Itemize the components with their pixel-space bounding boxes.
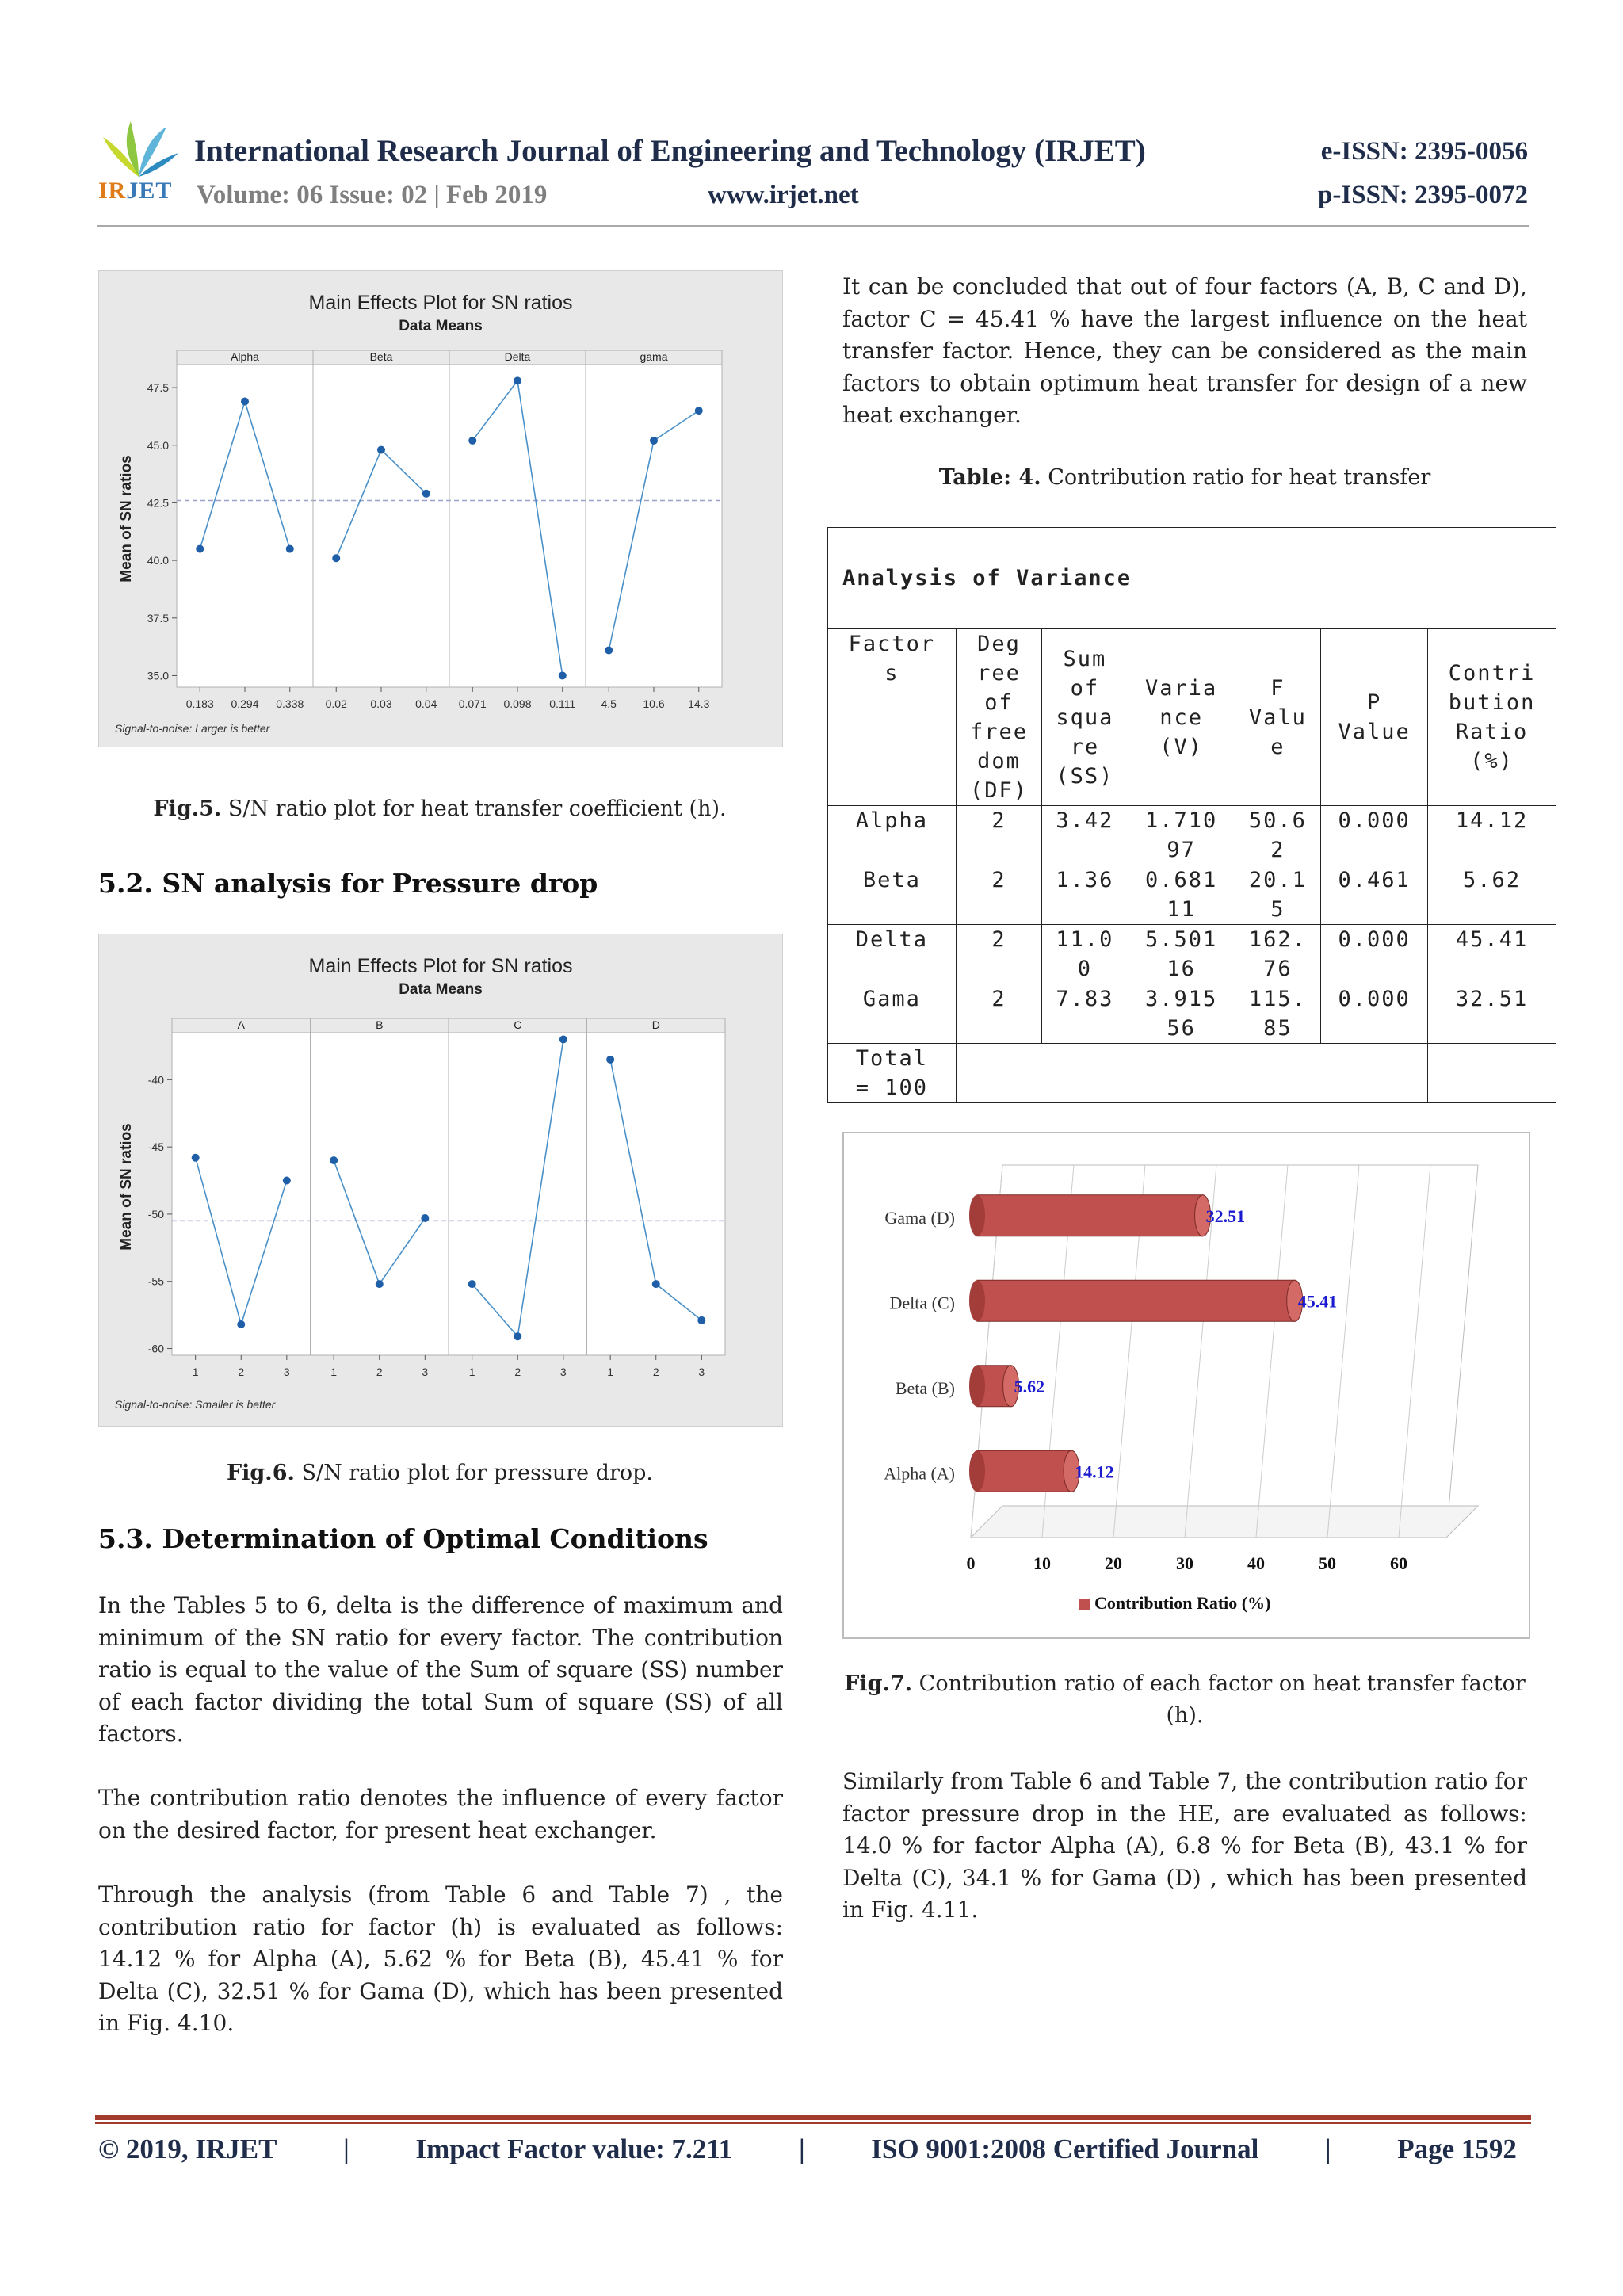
- x-tick-label: 60: [1390, 1553, 1407, 1573]
- data-point: [514, 376, 521, 384]
- anova-cell: 2: [956, 806, 1041, 865]
- footer-iso: ISO 9001:2008 Certified Journal: [871, 2134, 1259, 2164]
- p-issn: p-ISSN: 2395-0072: [1318, 181, 1528, 209]
- grid-line: [1399, 1165, 1430, 1538]
- x-tick-label: 1: [607, 1366, 614, 1378]
- x-tick-label: 3: [559, 1366, 567, 1378]
- anova-header-cell: Sum of squa re (SS): [1042, 629, 1128, 806]
- y-tick-label: 42.5: [147, 496, 169, 510]
- anova-cell: Alpha: [828, 806, 957, 865]
- x-tick-label: 0.071: [458, 697, 487, 710]
- signal-to-noise-note: Signal-to-noise: Smaller is better: [115, 1398, 276, 1411]
- y-tick-label: 37.5: [147, 611, 169, 625]
- footer-sep: |: [343, 2134, 349, 2164]
- y-axis-label: Mean of SN ratios: [118, 1123, 135, 1251]
- panel-label: Alpha: [231, 350, 259, 363]
- anova-total-row: [828, 1044, 1556, 1103]
- panel-label: gama: [640, 350, 668, 363]
- anova-cell: 5.62: [1428, 865, 1556, 925]
- chart-floor: [971, 1506, 1478, 1538]
- data-label: 32.51: [1205, 1205, 1246, 1226]
- anova-cell: 0.000: [1321, 806, 1428, 865]
- footer-divider: [95, 2115, 1531, 2120]
- y-tick-label: 35.0: [147, 669, 169, 682]
- x-tick-label: 1: [468, 1366, 475, 1378]
- paragraph-conclusion: It can be concluded that out of four factors (A, B, C and D), factor C = 45.41 % have the largest influence on the heat transfer factor. Hence, they can be considered as the main factors to obtain optimum heat transfer for design of a new heat exchanger.: [842, 273, 1527, 428]
- fig5-caption: Fig.5. S/N ratio plot for heat transfer coefficient (h).: [153, 797, 727, 821]
- anova-total-empty2: [1428, 1044, 1556, 1103]
- bar-base: [969, 1280, 985, 1321]
- data-label: 5.62: [1014, 1376, 1045, 1396]
- paragraph-delta: In the Tables 5 to 6, delta is the difference of maximum and minimum of the SN ratio for every factor. The contribution ratio is equal to the value of the Sum of square (SS) number of each factor dividing the total Sum of square (SS) of all factors.: [98, 1592, 783, 1747]
- data-point: [697, 1316, 705, 1324]
- data-point: [606, 1056, 614, 1064]
- panel-label: B: [376, 1018, 384, 1031]
- section-5-3-heading: 5.3. Determination of Optimal Conditions: [98, 1523, 708, 1554]
- data-label: 45.41: [1297, 1291, 1338, 1312]
- y-tick-label: -50: [147, 1207, 164, 1221]
- footer-sep: |: [798, 2134, 805, 2164]
- anova-header-cell: Deg ree of free dom (DF): [956, 629, 1041, 806]
- y-tick-label: -40: [147, 1073, 164, 1087]
- x-tick-label: 40: [1247, 1553, 1265, 1573]
- x-tick-label: 10: [1033, 1553, 1051, 1573]
- data-point: [421, 1214, 429, 1222]
- x-tick-label: 10.6: [643, 697, 665, 710]
- anova-cell: 2: [956, 984, 1041, 1044]
- data-point: [514, 1332, 521, 1340]
- y-axis-label: Mean of SN ratios: [118, 455, 135, 583]
- y-tick-label: 47.5: [147, 381, 169, 395]
- anova-cell: 20.1 5: [1235, 865, 1320, 925]
- footer: [98, 2134, 1517, 2165]
- x-tick-label: 0.098: [503, 697, 532, 710]
- data-point: [468, 1280, 476, 1288]
- anova-total-cell: Total = 100: [828, 1044, 957, 1103]
- anova-cell: 3.42: [1042, 806, 1128, 865]
- footer-impact: Impact Factor value: 7.211: [415, 2134, 733, 2164]
- data-point: [559, 1035, 567, 1043]
- paragraph-analysis: Through the analysis (from Table 6 and Table 7) , the contribution ratio for factor (h) is evaluated as follows: 14.12 % for Alpha (A), 5.62 % for Beta (B), 45.41 % for Delta (C), 32.51 % for Gama (D), which has been presented in Fig. 4.10.: [98, 1881, 783, 2036]
- anova-cell: 11.0 0: [1042, 925, 1128, 984]
- anova-header-cell: Contri bution Ratio (%): [1428, 629, 1556, 806]
- fig7-chart: [844, 1133, 1529, 1637]
- logo-text: IRJET: [98, 178, 173, 204]
- anova-header-cell: P Value: [1321, 629, 1428, 806]
- data-point: [377, 446, 385, 454]
- logo-leaves-icon: [95, 117, 182, 181]
- x-tick-label: 0.03: [370, 697, 392, 710]
- data-point: [468, 437, 476, 445]
- x-tick-label: 0.02: [325, 697, 347, 710]
- x-tick-label: 0.294: [231, 697, 259, 710]
- data-point: [605, 646, 613, 654]
- anova-table: [827, 527, 1556, 1103]
- x-tick-label: 3: [698, 1366, 705, 1378]
- footer-page: Page 1592: [1397, 2134, 1517, 2164]
- fig5-plot: [98, 270, 783, 747]
- anova-title: Analysis of Variance: [828, 528, 1556, 629]
- anova-cell: 5.501 16: [1128, 925, 1235, 984]
- y-tick-label: -55: [147, 1274, 164, 1288]
- anova-cell: 32.51: [1428, 984, 1556, 1044]
- panel-label: A: [237, 1018, 245, 1031]
- category-label: Delta (C): [889, 1293, 955, 1313]
- x-tick-label: 2: [238, 1366, 245, 1378]
- anova-cell: 1.36: [1042, 865, 1128, 925]
- panel-label: D: [651, 1018, 660, 1031]
- anova-header-cell: Varia nce (V): [1128, 629, 1235, 806]
- grid-line: [1256, 1165, 1288, 1538]
- y-tick-label: -45: [147, 1140, 164, 1154]
- legend-swatch: [1079, 1599, 1090, 1610]
- chart-title: Main Effects Plot for SN ratios: [308, 292, 573, 314]
- x-tick-label: 4.5: [601, 697, 617, 710]
- chart-title: Main Effects Plot for SN ratios: [308, 955, 573, 977]
- anova-cell: 0.000: [1321, 984, 1428, 1044]
- footer-copyright: © 2019, IRJET: [98, 2134, 277, 2164]
- category-label: Gama (D): [884, 1207, 955, 1228]
- bar: [977, 1450, 1071, 1492]
- anova-cell: 0.000: [1321, 925, 1428, 984]
- data-point: [332, 554, 340, 562]
- anova-cell: 45.41: [1428, 925, 1556, 984]
- data-point: [237, 1320, 245, 1328]
- x-tick-label: 3: [283, 1366, 290, 1378]
- x-tick-label: 0.04: [415, 697, 437, 710]
- data-point: [652, 1280, 660, 1288]
- x-tick-label: 2: [652, 1366, 659, 1378]
- x-tick-label: 0.183: [185, 697, 214, 710]
- panel-label: Beta: [369, 350, 393, 363]
- anova-header-row: [828, 629, 1556, 806]
- panel-label: Delta: [504, 350, 531, 363]
- x-tick-label: 3: [422, 1366, 429, 1378]
- anova-cell: 3.915 56: [1128, 984, 1235, 1044]
- data-label: 14.12: [1075, 1461, 1114, 1482]
- x-tick-label: 1: [330, 1366, 338, 1378]
- fig7-caption: Fig.7. Contribution ratio of each factor on heat transfer factor (h).: [844, 1671, 1526, 1728]
- anova-header-cell: Factor s: [828, 629, 957, 806]
- fig5-chart: [99, 271, 782, 747]
- data-point: [559, 671, 567, 679]
- anova-table-wrapper: [827, 527, 1556, 1103]
- anova-header-cell: F Valu e: [1235, 629, 1320, 806]
- anova-cell: 0.681 11: [1128, 865, 1235, 925]
- e-issn: e-ISSN: 2395-0056: [1320, 137, 1528, 166]
- signal-to-noise-note: Signal-to-noise: Larger is better: [115, 722, 270, 735]
- paragraph-pressure: Similarly from Table 6 and Table 7, the contribution ratio for factor pressure drop in the HE, are evaluated as follows: 14.0 % for factor Alpha (A), 6.8 % for Beta (B), 43.1 % for Delta (C), 34.1 % for Gama (D) , which has been presented in Fig. 4.11.: [842, 1768, 1527, 1923]
- anova-row: [828, 984, 1556, 1044]
- x-tick-label: 14.3: [688, 697, 710, 710]
- anova-cell: 0.461: [1321, 865, 1428, 925]
- fig6-caption: Fig.6. S/N ratio plot for pressure drop.: [226, 1461, 653, 1485]
- anova-cell: 2: [956, 925, 1041, 984]
- x-tick-label: 2: [514, 1366, 521, 1378]
- anova-cell: 2: [956, 865, 1041, 925]
- x-tick-label: 30: [1176, 1553, 1193, 1573]
- section-5-2-heading: 5.2. SN analysis for Pressure drop: [98, 868, 598, 899]
- data-point: [286, 545, 294, 553]
- x-tick-label: 0: [966, 1553, 976, 1573]
- anova-row: [828, 806, 1556, 865]
- anova-cell: Gama: [828, 984, 957, 1044]
- bar-base: [969, 1450, 985, 1492]
- anova-cell: 14.12: [1428, 806, 1556, 865]
- anova-cell: 50.6 2: [1235, 806, 1320, 865]
- anova-cell: Delta: [828, 925, 957, 984]
- bar-base: [969, 1195, 985, 1236]
- anova-cell: 1.710 97: [1128, 806, 1235, 865]
- x-tick-label: 0.111: [549, 697, 576, 710]
- y-tick-label: 40.0: [147, 554, 169, 567]
- data-point: [376, 1280, 384, 1288]
- category-label: Beta (B): [895, 1377, 955, 1398]
- header-divider: [97, 225, 1529, 227]
- x-tick-label: 20: [1105, 1553, 1122, 1573]
- x-tick-label: 1: [192, 1366, 199, 1378]
- website-link[interactable]: www.irjet.net: [708, 181, 859, 209]
- volume-issue: Volume: 06 Issue: 02 | Feb 2019: [197, 181, 548, 209]
- anova-cell: 7.83: [1042, 984, 1128, 1044]
- data-point: [241, 398, 249, 406]
- category-label: Alpha (A): [884, 1463, 955, 1484]
- paragraph-contribution: The contribution ratio denotes the influence of every factor on the desired factor, for present heat exchanger.: [98, 1785, 783, 1843]
- x-tick-label: 0.338: [276, 697, 304, 710]
- y-tick-label: 45.0: [147, 438, 169, 452]
- data-point: [283, 1177, 291, 1185]
- table4-caption: Table: 4. Contribution ratio for heat transfer: [938, 465, 1431, 490]
- anova-row: [828, 865, 1556, 925]
- data-point: [650, 437, 658, 445]
- bar-base: [969, 1366, 985, 1407]
- anova-cell: 115. 85: [1235, 984, 1320, 1044]
- data-point: [192, 1154, 200, 1162]
- anova-cell: Beta: [828, 865, 957, 925]
- fig7-plot: [842, 1132, 1530, 1639]
- footer-sep: |: [1324, 2134, 1331, 2164]
- anova-row: [828, 925, 1556, 984]
- data-point: [330, 1156, 338, 1164]
- journal-title: International Research Journal of Engineering and Technology (IRJET): [194, 134, 1146, 168]
- legend-label: Contribution Ratio (%): [1094, 1593, 1271, 1613]
- bar: [977, 1280, 1295, 1321]
- chart-subtitle: Data Means: [399, 981, 483, 998]
- data-point: [196, 545, 204, 553]
- panel-label: C: [514, 1018, 522, 1031]
- x-tick-label: 50: [1319, 1553, 1336, 1573]
- anova-cell: 162. 76: [1235, 925, 1320, 984]
- fig6-chart: [99, 934, 782, 1426]
- y-tick-label: -60: [147, 1342, 164, 1355]
- footer-divider-thin: [95, 2122, 1531, 2124]
- anova-total-empty: [956, 1044, 1427, 1103]
- fig6-plot: [98, 934, 783, 1427]
- x-tick-label: 2: [376, 1366, 383, 1378]
- bar: [977, 1195, 1203, 1236]
- data-point: [422, 490, 430, 498]
- data-point: [695, 407, 703, 415]
- chart-subtitle: Data Means: [399, 318, 483, 334]
- grid-line: [1327, 1165, 1359, 1538]
